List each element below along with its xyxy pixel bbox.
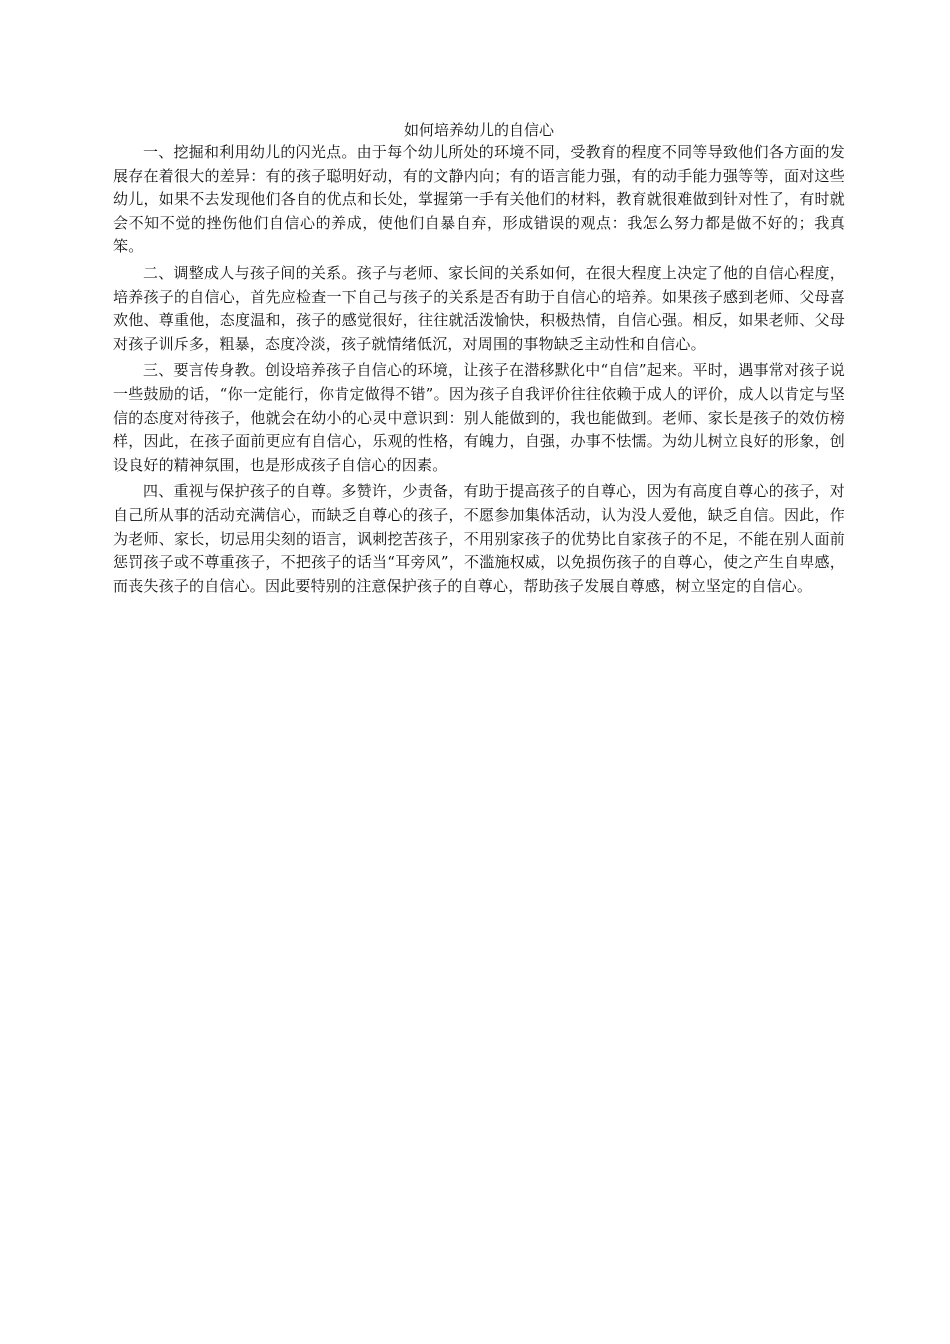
- paragraph-1: 一、挖掘和利用幼儿的闪光点。由于每个幼儿所处的环境不同，受教育的程度不同等导致他们各方面的发展存在着很大的差异：有的孩子聪明好动，有的文静内向；有的语言能力强，有的动手能力强等等，面对这些幼儿，如果不去发现他们各自的优点和长处，掌握第一手有关他们的材料，教育就很难做到针对性了，有时就会不知不觉的挫伤他们自信心的养成，使他们自暴自弃，形成错误的观点：我怎么努力都是做不好的；我真笨。: [113, 143, 845, 256]
- document-title: 如何培养幼儿的自信心: [403, 121, 554, 139]
- document-page: [113, 119, 845, 601]
- paragraph-2: 二、调整成人与孩子间的关系。孩子与老师、家长间的关系如何，在很大程度上决定了他的自信心程度，培养孩子的自信心，首先应检查一下自己与孩子的关系是否有助于自信心的培养。如果孩子感到老师、父母喜欢他、尊重他，态度温和，孩子的感觉很好，往往就活泼愉快，积极热情，自信心强。相反，如果老师、父母对孩子训斥多，粗暴，态度冷淡，孩子就情绪低沉，对周围的事物缺乏主动性和自信心。: [113, 263, 845, 353]
- paragraph-3: 三、要言传身教。创设培养孩子自信心的环境，让孩子在潜移默化中“自信”起来。平时，遇事常对孩子说一些鼓励的话，“你一定能行，你肯定做得不错”。因为孩子自我评价往往依赖于成人的评价，成人以肯定与坚信的态度对待孩子，他就会在幼小的心灵中意识到：别人能做到的，我也能做到。老师、家长是孩子的效仿榜样，因此，在孩子面前更应有自信心，乐观的性格，有魄力，自强，办事不怯懦。为幼儿树立良好的形象，创设良好的精神氛围，也是形成孩子自信心的因素。: [113, 361, 845, 474]
- paragraph-4: 四、重视与保护孩子的自尊。多赞许，少责备，有助于提高孩子的自尊心，因为有高度自尊心的孩子，对自己所从事的活动充满信心，而缺乏自尊心的孩子，不愿参加集体活动，认为没人爱他，缺乏自信。因此，作为老师、家长，切忌用尖刻的语言，讽刺挖苦孩子，不用别家孩子的优势比自家孩子的不足，不能在别人面前惩罚孩子或不尊重孩子，不把孩子的话当“耳旁风”，不滥施权威，以免损伤孩子的自尊心，使之产生自卑感，而丧失孩子的自信心。因此要特别的注意保护孩子的自尊心，帮助孩子发展自尊感，树立坚定的自信心。: [113, 482, 845, 595]
